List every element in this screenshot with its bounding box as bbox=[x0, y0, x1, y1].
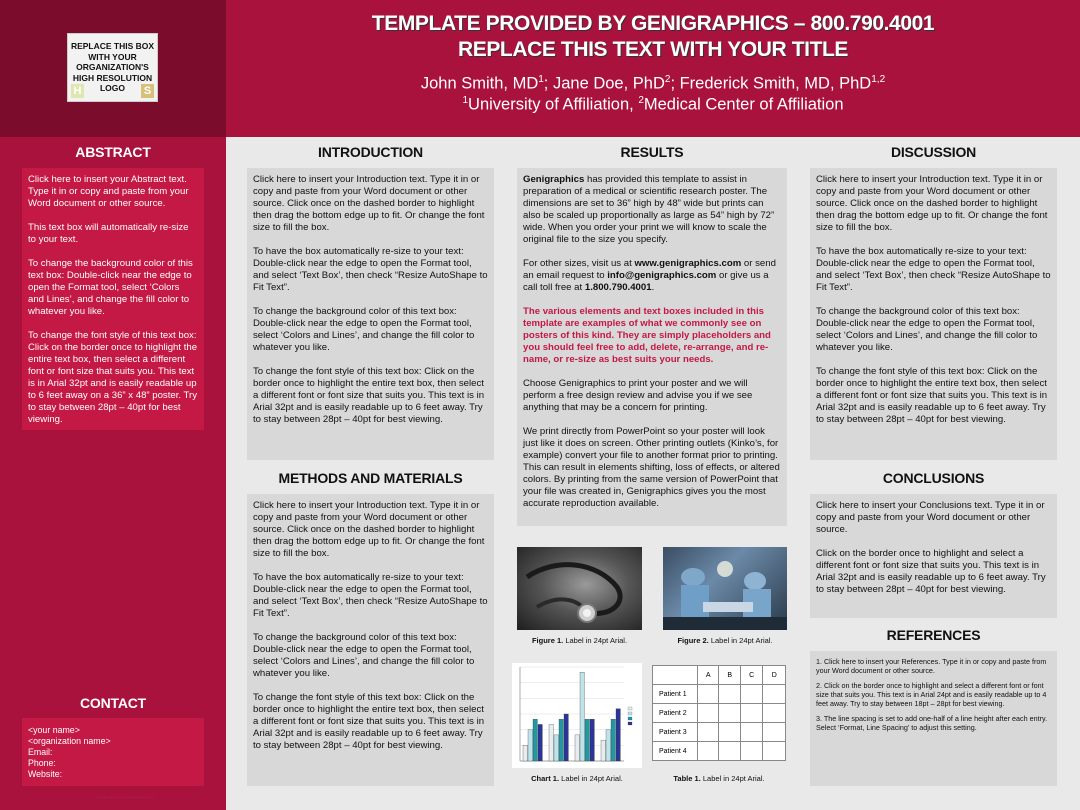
table-row-label: Patient 3 bbox=[653, 723, 698, 742]
table-cell bbox=[719, 723, 740, 742]
table-col-header: C bbox=[740, 666, 763, 685]
conclusions-para: Click on the border once to highlight and select a different font or font size that suits you. This text is in Arial 32pt and is easily readable up to 6 feet away. Try to stay between 28pt – 40pt for best viewing. bbox=[816, 548, 1046, 595]
poster-title-line1: TEMPLATE PROVIDED BY GENIGRAPHICS – 800.790.4001 bbox=[371, 12, 935, 35]
results-p2-d: . bbox=[651, 282, 655, 293]
chart-legend-swatch bbox=[628, 717, 632, 720]
footer-credit: · · · · · · · · · · · · · · · · · · · · · · · · bbox=[96, 795, 154, 800]
chart-1-svg bbox=[512, 663, 642, 768]
figure-1-caption bbox=[517, 636, 642, 645]
stethoscope-icon bbox=[517, 547, 642, 630]
email-link[interactable]: info@genigraphics.com bbox=[607, 270, 717, 281]
references-box[interactable] bbox=[810, 651, 1057, 786]
chart-bar bbox=[533, 719, 537, 761]
contact-name: <your name> bbox=[28, 725, 80, 735]
figure-2-caption bbox=[663, 636, 787, 645]
chart-1-caption bbox=[512, 774, 642, 783]
contact-website: Website: bbox=[28, 769, 63, 779]
poster-title-line2: REPLACE THIS TEXT WITH YOUR TITLE bbox=[457, 38, 849, 61]
discussion-para: To change the font style of this text box: Click on the border once to highlight the entire text box, then select a different font or font size that suits you. This text is in Arial 32pt and is easily readable up to 6 feet away. Try to stay between 28pt – 40pt for best viewing. bbox=[816, 366, 1048, 425]
reference-item: 3. The line spacing is set to add one-half of a line height after each entry. Select ‘Format, Line Spacing’ to adjust this setting. bbox=[816, 714, 1048, 732]
references-title: REFERENCES bbox=[886, 627, 981, 643]
chart-bar bbox=[575, 735, 579, 761]
table-row bbox=[653, 723, 786, 742]
discussion-box[interactable] bbox=[810, 168, 1057, 460]
contact-organization: <organization name> bbox=[28, 736, 111, 746]
chart-bar bbox=[616, 709, 620, 761]
logo-placeholder bbox=[67, 33, 158, 102]
results-p2-a: For other sizes, visit us at bbox=[523, 258, 635, 269]
contact-email: Email: bbox=[28, 747, 53, 757]
figure-2-text: Label in 24pt Arial. bbox=[708, 636, 773, 645]
chart-bar bbox=[549, 724, 553, 761]
abstract-para: This text box will automatically re-size to your text. bbox=[28, 222, 189, 245]
discussion-title: DISCUSSION bbox=[890, 144, 977, 160]
chart-bar bbox=[585, 719, 589, 761]
table-cell bbox=[740, 742, 763, 761]
table-1-label: Table 1. bbox=[673, 774, 701, 783]
author-1: John Smith, MD bbox=[420, 74, 539, 93]
introduction-title: INTRODUCTION bbox=[318, 144, 423, 160]
figure-2-image bbox=[663, 547, 787, 630]
table-cell bbox=[763, 704, 786, 723]
abstract-para: To change the font style of this text box: Click on the border once to highlight the entire text box, then select a different font or font size that suits you. This text is in Arial 32pt and is easily readable up to 6 feet away on a 36” x 48” poster. Try to stay between 28pt – 40pt for best viewing. bbox=[28, 330, 198, 425]
chart-bar bbox=[538, 724, 542, 761]
methods-para: To change the font style of this text box: Click on the border once to highlight the entire text box, then select a different font or font size that suits you. This text is in Arial 32pt and is easily readable up to 6 feet away. Try to stay between 28pt – 40pt for best viewing. bbox=[253, 692, 485, 751]
header-banner bbox=[226, 0, 1080, 137]
table-corner-cell bbox=[653, 666, 698, 685]
logo-letter-s: S bbox=[141, 84, 154, 98]
introduction-para: Click here to insert your Introduction text. Type it in or copy and paste from your Word document or other source. Click once on the dashed border to highlight then drag the bottom edge up to fit. Or change the font size to fill the box. bbox=[253, 174, 485, 233]
results-para-1 bbox=[523, 174, 781, 246]
author-1-sup: 1 bbox=[538, 74, 544, 85]
author-2: ; Jane Doe, PhD bbox=[543, 74, 665, 93]
reference-item: 1. Click here to insert your References. Type it in or copy and paste from your Word document or other source. bbox=[816, 657, 1047, 675]
results-para-2 bbox=[523, 258, 781, 294]
chart-bar bbox=[559, 719, 563, 761]
chart-bar bbox=[554, 735, 558, 761]
methods-para: To have the box automatically re-size to your text: Double-click near the edge to open the Format tool, and select ‘Text Box’, then check “Resize AutoShape to Fit Text”. bbox=[253, 572, 488, 619]
author-line bbox=[226, 74, 1080, 94]
table-col-header: A bbox=[698, 666, 719, 685]
table-col-header: B bbox=[719, 666, 740, 685]
table-cell bbox=[698, 685, 719, 704]
table-1-text: Label in 24pt Arial. bbox=[700, 774, 765, 783]
data-table bbox=[652, 665, 786, 761]
abstract-box[interactable] bbox=[22, 168, 204, 430]
contact-box[interactable] bbox=[22, 718, 204, 786]
logo-text: REPLACE THIS BOX WITH YOUR ORGANIZATION'S HIGH RESOLUTION LOGO bbox=[70, 41, 155, 93]
author-3: ; Frederick Smith, MD, PhD bbox=[670, 74, 872, 93]
surgery-scene-icon bbox=[663, 547, 787, 630]
figure-1-label: Figure 1. bbox=[531, 636, 564, 645]
methods-para: Click here to insert your Introduction text. Type it in or copy and paste from your Word document or other source. Click once on the dashed border to highlight then drag the bottom edge up to fit. Or change the font size to fill the box. bbox=[253, 500, 485, 559]
abstract-title: ABSTRACT bbox=[75, 144, 151, 160]
website-link[interactable]: www.genigraphics.com bbox=[634, 258, 742, 269]
table-1-caption bbox=[652, 774, 786, 783]
chart-1-text: Label in 24pt Arial. bbox=[559, 774, 623, 783]
table-cell bbox=[719, 742, 740, 761]
chart-bar bbox=[606, 730, 610, 761]
chart-1 bbox=[512, 663, 642, 768]
introduction-box[interactable] bbox=[247, 168, 494, 460]
abstract-para: Click here to insert your Abstract text. Type it in or copy and paste from your Word document or other source. bbox=[28, 174, 189, 209]
table-1 bbox=[652, 665, 786, 761]
table-col-header: D bbox=[763, 666, 786, 685]
chart-legend-swatch bbox=[628, 712, 632, 715]
table-cell bbox=[740, 704, 763, 723]
table-cell bbox=[763, 723, 786, 742]
chart-bar bbox=[590, 719, 594, 761]
table-row-label: Patient 1 bbox=[653, 685, 698, 704]
results-p2-c: or give us a call toll free at bbox=[523, 270, 769, 293]
genigraphics-bold: Genigraphics bbox=[523, 174, 585, 185]
results-title: RESULTS bbox=[620, 144, 684, 160]
logo-letter-h: H bbox=[71, 84, 84, 98]
discussion-para: Click here to insert your Introduction text. Type it in or copy and paste from your Word document or other source. Click once on the dashed border to highlight then drag the bottom edge up to fit. Or change the font size to fill the box. bbox=[816, 174, 1048, 233]
introduction-para: To change the font style of this text box: Click on the border once to highlight the entire text box, then select a different font or font size that suits you. This text is in Arial 32pt and is easily readable up to 6 feet away. Try to stay between 28pt – 40pt for best viewing. bbox=[253, 366, 485, 425]
table-row-label: Patient 2 bbox=[653, 704, 698, 723]
results-p2-b: or send an email request to bbox=[523, 258, 776, 281]
introduction-para: To change the background color of this text box: Double-click near the edge to open the Format tool, select ‘Colors and Lines’, and change the fill color to whatever you like. bbox=[253, 306, 475, 353]
contact-phone: Phone: bbox=[28, 758, 56, 768]
table-cell bbox=[763, 742, 786, 761]
reference-item: 2. Click on the border once to highlight and select a different font or font size that suits you. This text is in Arial 24pt and is easily readable up to 4 feet away. Try to stay between 18pt – 28pt for best viewing. bbox=[816, 681, 1047, 708]
table-row bbox=[653, 704, 786, 723]
table-row bbox=[653, 742, 786, 761]
conclusions-para: Click here to insert your Conclusions text. Type it in or copy and paste from your Word document or other source. bbox=[816, 500, 1045, 535]
affiliation-1: University of Affiliation, bbox=[468, 95, 639, 113]
table-cell bbox=[698, 723, 719, 742]
chart-bar bbox=[523, 745, 527, 761]
introduction-para: To have the box automatically re-size to your text: Double-click near the edge to open the Format tool, and select ‘Text Box’, then check “Resize AutoShape to Fit Text”. bbox=[253, 246, 488, 293]
aff-1-sup: 1 bbox=[462, 94, 469, 106]
affiliation-line bbox=[226, 95, 1080, 115]
phone-number: 1.800.790.4001 bbox=[584, 282, 652, 293]
chart-bar bbox=[564, 714, 568, 761]
chart-bar bbox=[528, 730, 532, 761]
discussion-para: To have the box automatically re-size to your text: Double-click near the edge to open the Format tool, and select ‘Text Box’, then check “Resize AutoShape to Fit Text”. bbox=[816, 246, 1051, 293]
author-2-sup: 2 bbox=[664, 74, 671, 85]
results-para-1-text: has provided this template to assist in preparation of a medical or scientific research poster. The dimensions are set to 36” high by 48” wide but prints can also be scaled up proportionally as large as 54” high by 72” wide. When you order your print we will know to scale the original file to the size you specify. bbox=[523, 174, 775, 245]
results-para-5: We print directly from PowerPoint so your poster will look just like it does on screen. Other printing outlets (Kinko’s, for example) convert your file to another format prior to printing. This can result in elements shifting, loss of effects, or altered colors. By printing from the same version of PowerPoint that your file was created in, Genigraphics gives you the most accurate reproduction available. bbox=[523, 426, 780, 509]
chart-1-label: Chart 1. bbox=[531, 774, 560, 783]
table-row-label: Patient 4 bbox=[653, 742, 698, 761]
chart-bar bbox=[611, 719, 615, 761]
chart-legend-swatch bbox=[628, 722, 632, 725]
chart-bar bbox=[601, 740, 605, 761]
methods-title: METHODS AND MATERIALS bbox=[278, 470, 463, 486]
table-cell bbox=[719, 704, 740, 723]
author-3-sup: 1,2 bbox=[871, 74, 886, 85]
methods-box[interactable] bbox=[247, 494, 494, 786]
table-cell bbox=[740, 723, 763, 742]
conclusions-title: CONCLUSIONS bbox=[882, 470, 985, 486]
table-cell bbox=[698, 742, 719, 761]
figure-1-text: Label in 24pt Arial. bbox=[563, 636, 628, 645]
affiliation-2: Medical Center of Affiliation bbox=[643, 95, 844, 113]
table-cell bbox=[740, 685, 763, 704]
table-cell bbox=[719, 685, 740, 704]
results-para-red: The various elements and text boxes included in this template are examples of what we commonly see on posters of this kind. They are simply placeholders and you should feel free to add, delete, re-arrange, and re-name, or re-size as best suits your needs. bbox=[523, 306, 771, 365]
chart-bar bbox=[580, 672, 584, 761]
aff-2-sup: 2 bbox=[638, 94, 644, 106]
table-header-row bbox=[653, 666, 786, 685]
results-para-4: Choose Genigraphics to print your poster and we will perform a free design review and advise you if we see anything that may be a concern for printing. bbox=[523, 378, 753, 413]
methods-para: To change the background color of this text box: Double-click near the edge to open the Format tool, select ‘Colors and Lines’, and change the fill color to whatever you like. bbox=[253, 632, 475, 679]
conclusions-box[interactable] bbox=[810, 494, 1057, 618]
table-row bbox=[653, 685, 786, 704]
table-cell bbox=[763, 685, 786, 704]
table-cell bbox=[698, 704, 719, 723]
discussion-para: To change the background color of this text box: Double-click near the edge to open the Format tool, select ‘Colors and Lines’, and change the fill color to whatever you like. bbox=[816, 306, 1038, 353]
contact-title: CONTACT bbox=[80, 695, 146, 711]
figure-1-image bbox=[517, 547, 642, 630]
chart-legend-swatch bbox=[628, 707, 632, 710]
results-box[interactable] bbox=[517, 168, 787, 526]
abstract-para: To change the background color of this text box: Double-click near the edge to open the Format tool, select ‘Colors and Lines’, and change the fill color to whatever you like. bbox=[28, 258, 193, 317]
figure-2-label: Figure 2. bbox=[677, 636, 709, 645]
